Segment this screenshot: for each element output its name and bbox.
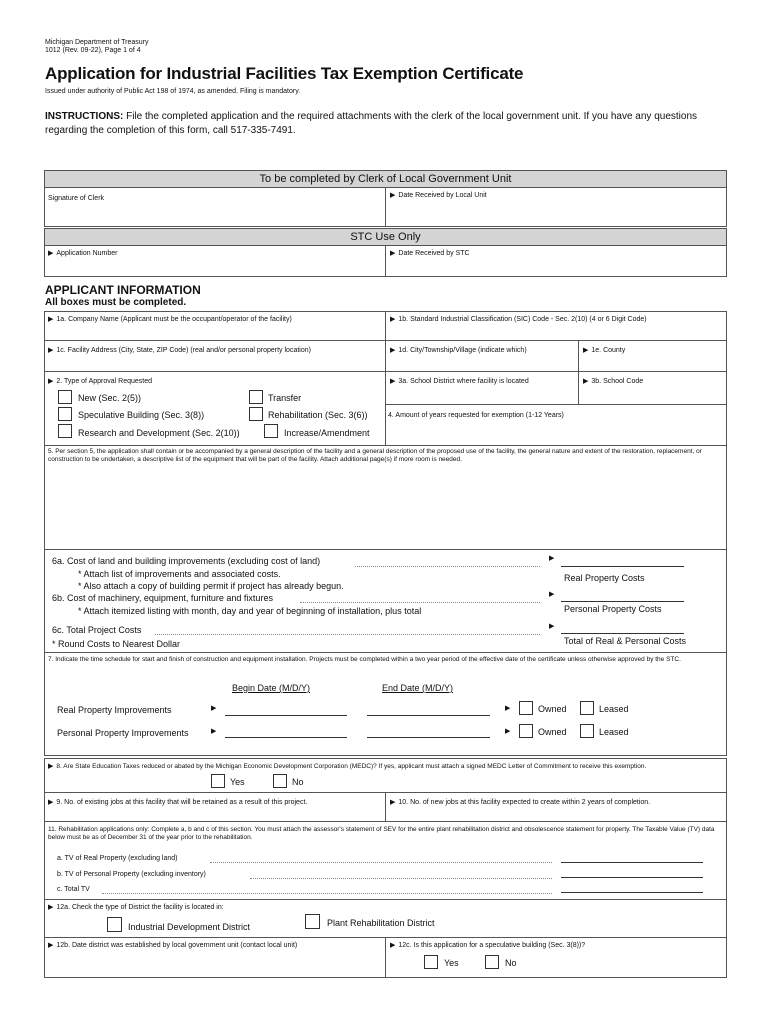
- real-improvements-label: Real Property Improvements: [57, 705, 172, 715]
- county-label: 1e. County: [591, 347, 626, 354]
- stc-section-bar: STC Use Only: [44, 228, 727, 246]
- district-date-label: 12b. Date district was established by local government unit (contact local unit): [56, 942, 298, 949]
- real-begin-date-input[interactable]: [225, 715, 347, 716]
- medc-yes-checkbox[interactable]: [211, 774, 225, 788]
- date-received-local-label: Date Received by Local Unit: [398, 192, 487, 199]
- research-label: Research and Development (Sec. 2(10)): [78, 428, 240, 438]
- arrow-icon: ▶: [583, 347, 589, 354]
- arrow-icon: ▶: [211, 728, 217, 735]
- rehabilitation-checkbox[interactable]: [249, 407, 263, 421]
- speculative-question: ▶ 12c. Is this application for a speculative building (Sec. 3(8))?: [390, 942, 586, 949]
- personal-cost-input[interactable]: [561, 601, 684, 602]
- sic-code-label: 1b. Standard Industrial Classification (SIC) Code - Sec. 2(10) (4 or 6 Digit Code): [398, 316, 647, 323]
- arrow-icon: ▶: [549, 555, 555, 562]
- personal-owned-checkbox[interactable]: [519, 724, 533, 738]
- personal-improvements-label: Personal Property Improvements: [57, 728, 189, 738]
- speculative-checkbox[interactable]: [58, 407, 72, 421]
- application-number-label: Application Number: [56, 250, 118, 257]
- building-permit-note: * Also attach a copy of building permit if project has already begun.: [78, 581, 344, 591]
- attach-improvements-note: * Attach list of improvements and associated costs.: [78, 569, 281, 579]
- instructions-text: File the completed application and the required attachments with the clerk of the local government unit. If you have any questions regarding the completion of this form, call 517-335-7491.: [45, 111, 698, 136]
- arrow-icon: ▶: [48, 799, 54, 806]
- arrow-icon: ▶: [211, 705, 217, 712]
- real-cost-label: Real Property Costs: [564, 573, 645, 583]
- company-name-field[interactable]: [48, 315, 292, 324]
- tv-real-label: a. TV of Real Property (excluding land): [57, 855, 178, 862]
- round-costs-note: * Round Costs to Nearest Dollar: [52, 639, 181, 649]
- personal-cost-label: Personal Property Costs: [564, 604, 662, 614]
- clerk-section-bar: To be completed by Clerk of Local Government Unit: [44, 170, 727, 188]
- total-cost-caption: Total of Real & Personal Costs: [564, 636, 687, 646]
- tv-personal-input[interactable]: [561, 877, 703, 878]
- increase-checkbox[interactable]: [264, 424, 278, 438]
- retained-jobs-field[interactable]: [48, 798, 307, 807]
- arrow-icon: ▶: [48, 250, 54, 257]
- school-district-field[interactable]: [390, 377, 529, 386]
- real-owned-checkbox[interactable]: [519, 701, 533, 715]
- county-field[interactable]: [583, 346, 625, 355]
- transfer-checkbox[interactable]: [249, 390, 263, 404]
- itemized-listing-note: * Attach itemized listing with month, day and year of beginning of installation, plus total: [78, 606, 422, 616]
- arrow-icon: ▶: [583, 378, 589, 385]
- company-name-label: 1a. Company Name (Applicant must be the occupant/operator of the facility): [56, 316, 292, 323]
- years-requested-field[interactable]: 4. Amount of years requested for exemption (1-12 Years): [388, 412, 564, 419]
- tv-total-input[interactable]: [561, 892, 703, 893]
- signature-of-clerk-field[interactable]: Signature of Clerk: [48, 195, 105, 202]
- personal-owned-label: Owned: [538, 727, 567, 737]
- personal-leased-label: Leased: [599, 727, 629, 737]
- arrow-icon: ▶: [505, 705, 511, 712]
- arrow-icon: ▶: [390, 799, 396, 806]
- speculative-yes-checkbox[interactable]: [424, 955, 438, 969]
- arrow-icon: ▶: [549, 591, 555, 598]
- transfer-label: Transfer: [268, 393, 302, 403]
- arrow-icon: ▶: [48, 378, 54, 385]
- end-date-header: End Date (M/D/Y): [382, 683, 454, 693]
- arrow-icon: ▶: [390, 316, 396, 323]
- personal-leased-checkbox[interactable]: [580, 724, 594, 738]
- applicant-heading: APPLICANT INFORMATION: [45, 283, 201, 297]
- medc-yes-label: Yes: [230, 777, 245, 787]
- arrow-icon: ▶: [48, 942, 54, 949]
- application-number-field[interactable]: [48, 249, 117, 258]
- personal-begin-date-input[interactable]: [225, 737, 347, 738]
- personal-end-date-input[interactable]: [367, 737, 490, 738]
- rehabilitation-label: Rehabilitation (Sec. 3(6)): [268, 410, 368, 420]
- department-name: Michigan Department of Treasury: [45, 39, 149, 46]
- arrow-icon: ▶: [390, 378, 396, 385]
- arrow-icon: ▶: [390, 250, 396, 257]
- facility-address-field[interactable]: [48, 346, 311, 355]
- medc-no-label: No: [292, 777, 304, 787]
- total-cost-input[interactable]: [561, 633, 684, 634]
- arrow-icon: ▶: [48, 316, 54, 323]
- school-code-field[interactable]: [583, 377, 643, 386]
- arrow-icon: ▶: [390, 192, 396, 199]
- section11-text: 11. Rehabilitation applications only: Complete a, b and c of this section. You must attach the assessor's statement of SEV for the entire plant rehabilitation district and obsolescence statement for property. The Taxable Value (TV) data below must be as of December 31 of the year prior to the rehabilitation.: [48, 826, 715, 841]
- retained-jobs-label: 9. No. of existing jobs at this facility that will be retained as a result of this project.: [56, 799, 308, 806]
- arrow-icon: ▶: [48, 763, 54, 770]
- new-label: New (Sec. 2(5)): [78, 393, 142, 403]
- cost-machinery-label: 6b. Cost of machinery, equipment, furniture and fixtures: [52, 593, 273, 603]
- new-checkbox[interactable]: [58, 390, 72, 404]
- sic-code-field[interactable]: [390, 315, 647, 324]
- speculative-yes-label: Yes: [444, 958, 459, 968]
- new-jobs-field[interactable]: [390, 798, 650, 807]
- section7-text: 7. Indicate the time schedule for start and finish of construction and equipment installation. Projects must be completed within a two year period of the effective date of the certificate unless otherwise approved by the STC.: [48, 656, 681, 663]
- arrow-icon: ▶: [505, 728, 511, 735]
- form-title: Application for Industrial Facilities Tax Exemption Certificate: [45, 64, 524, 83]
- date-received-stc-field[interactable]: [390, 249, 470, 258]
- begin-date-header: Begin Date (M/D/Y): [232, 683, 311, 693]
- district-type-label: ▶ 12a. Check the type of District the facility is located in:: [48, 904, 224, 911]
- plant-district-label: Plant Rehabilitation District: [327, 918, 435, 928]
- form-revision: 1012 (Rev. 09-22), Page 1 of 4: [45, 47, 141, 54]
- approval-type-label: ▶ 2. Type of Approval Requested: [48, 378, 152, 385]
- cost-land-label: 6a. Cost of land and building improvements (excluding cost of land): [52, 556, 321, 566]
- school-district-label: 3a. School District where facility is located: [398, 378, 529, 385]
- section8-text: ▶ 8. Are State Education Taxes reduced or abated by the Michigan Economic Development Corporation (MEDC)? If yes, applicant must attach a signed MEDC Letter of Commitment to receive this exemption.: [48, 763, 647, 770]
- city-township-field[interactable]: [390, 346, 527, 355]
- total-cost-label: 6c. Total Project Costs: [52, 625, 142, 635]
- plant-district-checkbox[interactable]: [305, 914, 320, 929]
- real-end-date-input[interactable]: [367, 715, 490, 716]
- tv-total-label: c. Total TV: [57, 886, 90, 893]
- arrow-icon: ▶: [549, 623, 555, 630]
- section5-text: 5. Per section 5, the application shall contain or be accompanied by a general description of the facility and a general description of the proposed use of the facility, the general nature and extent of the restoration, replacement, or construction to be undertaken, a descriptive list of the equipment that will be part of the facility. Attach additional page(s) if more room is needed.: [48, 448, 702, 463]
- real-cost-input[interactable]: [561, 566, 684, 567]
- instructions: [45, 110, 735, 138]
- facility-address-label: 1c. Facility Address (City, State, ZIP Code) (real and/or personal property location): [56, 347, 311, 354]
- speculative-label: Speculative Building (Sec. 3(8)): [78, 410, 205, 420]
- increase-label: Increase/Amendment: [284, 428, 370, 438]
- new-jobs-label: 10. No. of new jobs at this facility expected to create within 2 years of completion.: [398, 799, 651, 806]
- arrow-icon: ▶: [390, 347, 396, 354]
- tv-real-input[interactable]: [561, 862, 703, 863]
- instructions-label: INSTRUCTIONS:: [45, 111, 124, 122]
- speculative-no-label: No: [505, 958, 517, 968]
- date-received-local-field[interactable]: [390, 191, 487, 200]
- industrial-district-label: Industrial Development District: [128, 922, 251, 932]
- real-owned-label: Owned: [538, 704, 567, 714]
- district-date-field[interactable]: [48, 941, 297, 950]
- date-received-stc-label: Date Received by STC: [398, 250, 470, 257]
- research-checkbox[interactable]: [58, 424, 72, 438]
- arrow-icon: ▶: [390, 942, 396, 949]
- real-leased-label: Leased: [599, 704, 629, 714]
- city-township-label: 1d. City/Township/Village (indicate which): [398, 347, 527, 354]
- authority-note: Issued under authority of Public Act 198 of 1974, as amended. Filing is mandatory.: [45, 88, 301, 95]
- applicant-subheading: All boxes must be completed.: [45, 297, 187, 308]
- arrow-icon: ▶: [48, 347, 54, 354]
- speculative-no-checkbox[interactable]: [485, 955, 499, 969]
- arrow-icon: ▶: [48, 904, 54, 911]
- medc-no-checkbox[interactable]: [273, 774, 287, 788]
- industrial-district-checkbox[interactable]: [107, 917, 122, 932]
- real-leased-checkbox[interactable]: [580, 701, 594, 715]
- school-code-label: 3b. School Code: [591, 378, 644, 385]
- tv-personal-label: b. TV of Personal Property (excluding inventory): [57, 871, 206, 878]
